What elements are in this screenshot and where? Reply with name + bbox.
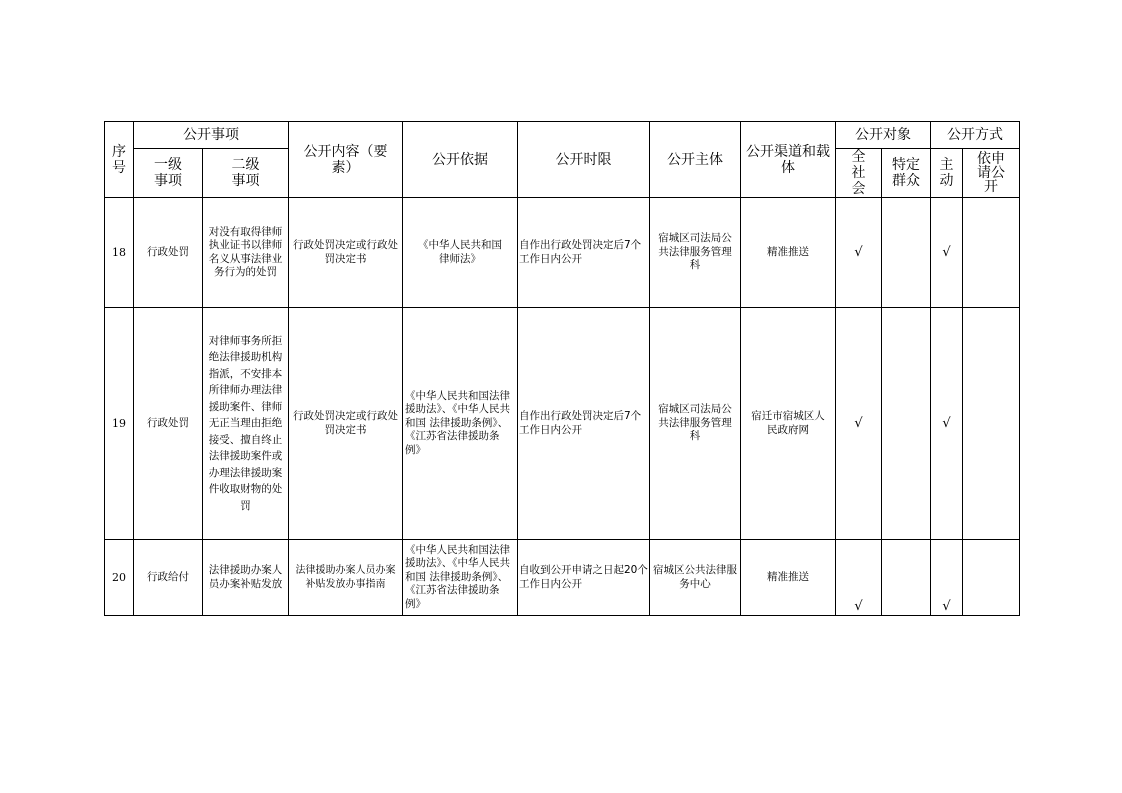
header-item-group: 公开事项: [134, 122, 289, 149]
target-all-check: √: [836, 540, 882, 616]
target-specific-check: [882, 198, 931, 308]
time-limit-cell: 自收到公开申请之日起20个工作日内公开: [518, 540, 650, 616]
content-cell: 法律援助办案人员办案补贴发放办事指南: [289, 540, 403, 616]
header-subject: 公开主体: [650, 122, 741, 198]
content-cell: 行政处罚决定或行政处罚决定书: [289, 308, 403, 540]
subject-cell: 宿城区司法局公共法律服务管理科: [650, 198, 741, 308]
item2-cell: 对律师事务所拒绝法律援助机构指派，不安排本所律师办理法律援助案件、律师无正当理由拒绝接受、擅自终止法律援助案件或办理法律援助案件收取财物的处罚: [203, 308, 289, 540]
target-all-check: √: [836, 198, 882, 308]
header-time-limit: 公开时限: [518, 122, 650, 198]
disclosure-table: [104, 121, 1020, 616]
row-number: 18: [105, 198, 134, 308]
header-channel: 公开渠道和载体: [741, 122, 836, 198]
item2-cell: 对没有取得律师执业证书以律师名义从事法律业务行为的处罚: [203, 198, 289, 308]
time-limit-cell: 自作出行政处罚决定后7个工作日内公开: [518, 308, 650, 540]
header-target-group: 公开对象: [836, 122, 931, 149]
subject-cell: 宿城区司法局公共法律服务管理科: [650, 308, 741, 540]
method-apply-check: [963, 198, 1020, 308]
header-item2: 二级事项: [203, 149, 289, 198]
method-active-check: √: [931, 198, 963, 308]
method-active-check: √: [931, 540, 963, 616]
method-active-check: √: [931, 308, 963, 540]
method-apply-check: [963, 308, 1020, 540]
header-target-specific: 特定群众: [882, 149, 931, 198]
header-item1: 一级事项: [134, 149, 203, 198]
time-limit-cell: 自作出行政处罚决定后7个工作日内公开: [518, 198, 650, 308]
row-number: 20: [105, 540, 134, 616]
channel-cell: 宿迁市宿城区人民政府网: [741, 308, 836, 540]
subject-cell: 宿城区公共法律服务中心: [650, 540, 741, 616]
basis-cell: 《中华人民共和国法律援助法》、《中华人民共和国 法律援助条例》、 《江苏省法律援助条例》: [403, 308, 518, 540]
target-all-check: √: [836, 308, 882, 540]
target-specific-check: [882, 308, 931, 540]
channel-cell: 精准推送: [741, 540, 836, 616]
target-specific-check: [882, 540, 931, 616]
item1-cell: 行政给付: [134, 540, 203, 616]
item2-cell: 法律援助办案人员办案补贴发放: [203, 540, 289, 616]
header-seq: 序号: [105, 122, 134, 198]
header-method-apply: 依申请公开: [963, 149, 1020, 198]
header-row-top: [105, 122, 1020, 149]
channel-cell: 精准推送: [741, 198, 836, 308]
header-basis: 公开依据: [403, 122, 518, 198]
table-row: [105, 540, 1020, 616]
header-method-active: 主动: [931, 149, 963, 198]
header-content: 公开内容（要素）: [289, 122, 403, 198]
item1-cell: 行政处罚: [134, 198, 203, 308]
header-target-all: 全社会: [836, 149, 882, 198]
basis-cell: 《中华人民共和国法律援助法》、《中华人民共和国 法律援助条例》、 《江苏省法律援助条例》: [403, 540, 518, 616]
table-row: [105, 308, 1020, 540]
content-cell: 行政处罚决定或行政处罚决定书: [289, 198, 403, 308]
item1-cell: 行政处罚: [134, 308, 203, 540]
method-apply-check: [963, 540, 1020, 616]
basis-cell: 《中华人民共和国律师法》: [403, 198, 518, 308]
table-row: [105, 198, 1020, 308]
header-method-group: 公开方式: [931, 122, 1020, 149]
row-number: 19: [105, 308, 134, 540]
